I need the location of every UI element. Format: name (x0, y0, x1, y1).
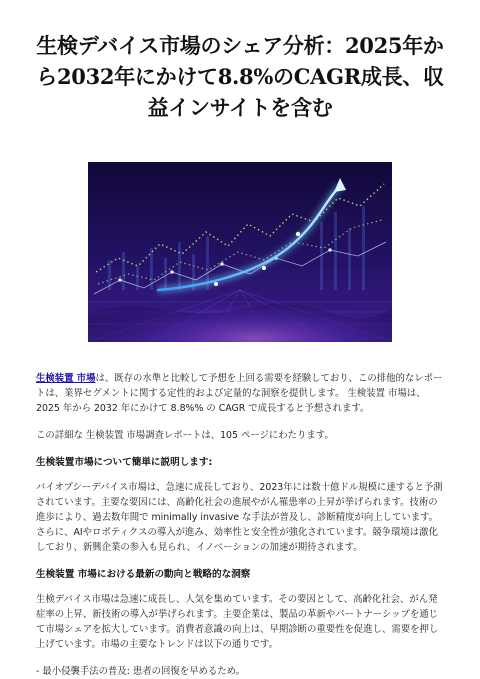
report-pages-paragraph: この詳細な 生検装置 市場調査レポートは、105 ページにわたります。 (36, 430, 334, 441)
market-link[interactable]: 生検装置 市場 (36, 373, 96, 384)
intro-text: は、既存の水準と比較して予想を上回る需要を経験しており、この排他的なレポートは、業界セグメントに関する定性的および定量的な洞察を提供します。 生検装置 市場は、2025 年から 2032 年にかけて 8.8%% の CAGR で成長すると予想されます。 (36, 373, 443, 414)
intro-paragraph (36, 371, 444, 416)
article-body (36, 371, 444, 679)
trend-list-item: - 最小侵襲手法の普及: 患者の回復を早めるため。 (36, 666, 246, 677)
section-heading-overview: 生検装置市場について簡単に説明します: (36, 457, 213, 468)
trends-paragraph: 生検デバイス市場は急速に成長し、人気を集めています。その要因として、高齢化社会、がん発症率の上昇、新技術の導入が挙げられます。主要企業は、製品の革新やパートナーシップを通じて市場シェアを拡大しています。消費者意識の向上は、早期診断の重要性を促進し、需要を押し上げています。市場の主要なトレンドは以下の通りです。 (36, 594, 439, 650)
page-title: 生検デバイス市場のシェア分析：2025年から2032年にかけて8.8%のCAGR成長、収益インサイトを含む (36, 33, 444, 120)
overview-paragraph: バイオプシーデバイス市場は、急速に成長しており、2023年には数十億ドル規模に達すると予測されています。主要な要因には、高齢化社会の進展やがん罹患率の上昇が挙げられます。技術の進歩により、過去数年間で minimally invasive な手法が普及し、診断精度が向上しています。さらに、AIやロボティクスの導入が進み、効率性と安全性が強化されています。競争環境は激化しており、新興企業の参入も見られ、イノベーションの加速が期待されます。 (36, 482, 443, 553)
hero-image (88, 162, 392, 342)
section-heading-trends: 生検装置 市場における最新の動向と戦略的な洞察 (36, 569, 251, 580)
